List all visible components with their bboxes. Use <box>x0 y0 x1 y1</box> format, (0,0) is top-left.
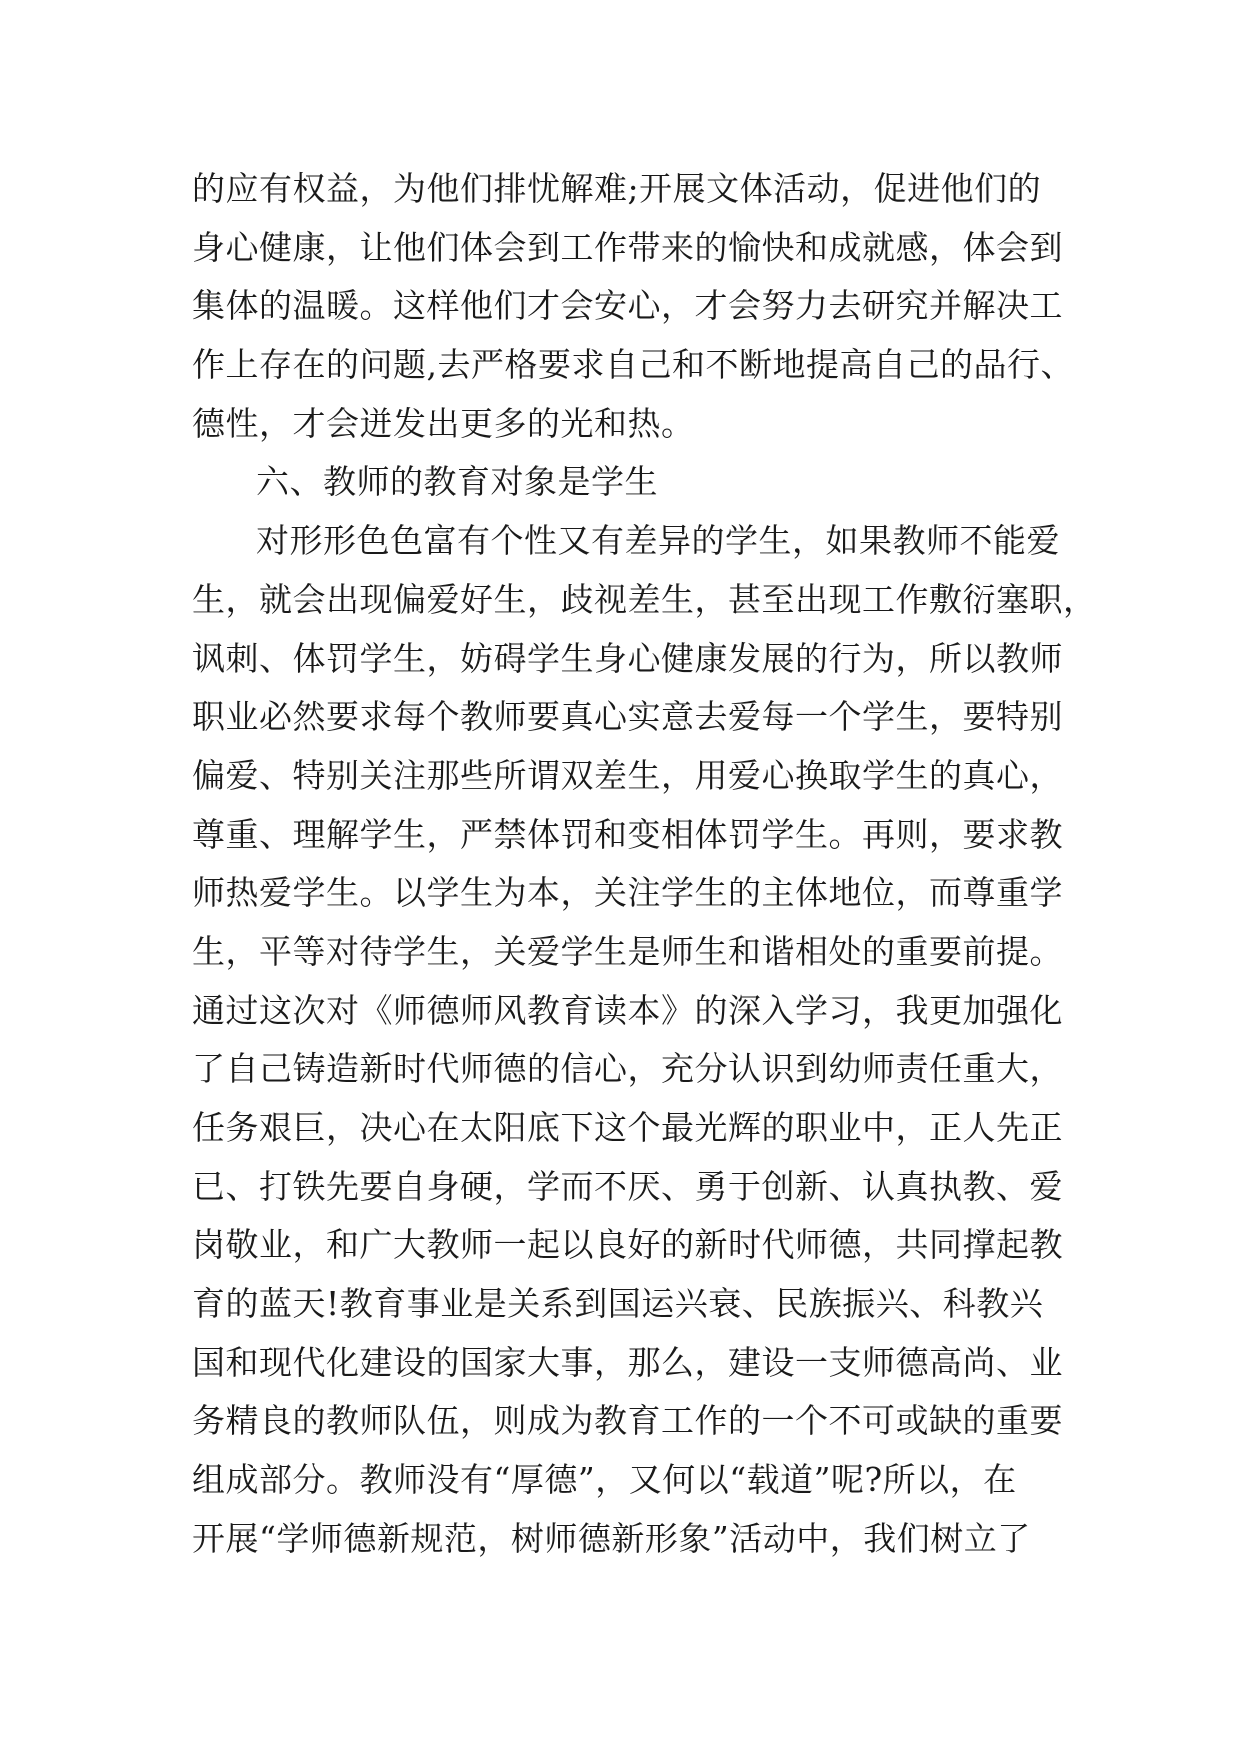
text-line: 身心健康，让他们体会到工作带来的愉快和成就感，体会到 <box>192 227 1063 267</box>
text-line: 生，平等对待学生，关爱学生是师生和谐相处的重要前提。 <box>192 931 1063 971</box>
text-line: 务精良的教师队伍，则成为教育工作的一个不可或缺的重要 <box>192 1401 1063 1441</box>
text-line: 国和现代化建设的国家大事，那么，建设一支师德高尚、业 <box>192 1342 1063 1382</box>
text-line: 的应有权益，为他们排忧解难;开展文体活动，促进他们的 <box>192 169 1042 208</box>
text-line: 职业必然要求每个教师要真心实意去爱每一个学生，要特别 <box>192 697 1063 737</box>
text-line: 集体的温暖。这样他们才会安心，才会努力去研究并解决工 <box>192 286 1063 326</box>
section-heading: 六、教师的教育对象是学生 <box>256 462 658 502</box>
text-line: 偏爱、特别关注那些所谓双差生，用爱心换取学生的真心， <box>192 755 1063 795</box>
text-line: 开展“学师德新规范，树师德新形象”活动中，我们树立了 <box>192 1518 1031 1558</box>
body-text <box>192 160 1097 1569</box>
text-line: 任务艰巨，决心在太阳底下这个最光辉的职业中，正人先正 <box>192 1108 1063 1147</box>
text-line: 通过这次对《师德师风教育读本》的深入学习，我更加强化 <box>192 990 1063 1030</box>
text-line: 生，就会出现偏爱好生，歧视差生，甚至出现工作敷衍塞职， <box>192 579 1097 619</box>
text-line: 已、打铁先要自身硬，学而不厌、勇于创新、认真执教、爱 <box>192 1166 1063 1206</box>
paragraph-start: 对形形色色富有个性又有差异的学生，如果教师不能爱 <box>256 521 1060 561</box>
text-line: 师热爱学生。以学生为本，关注学生的主体地位，而尊重学 <box>192 873 1063 913</box>
text-line: 了自己铸造新时代师德的信心，充分认识到幼师责任重大， <box>192 1049 1063 1089</box>
text-line: 德性，才会迸发出更多的光和热。 <box>192 403 695 443</box>
text-line: 尊重、理解学生，严禁体罚和变相体罚学生。再则，要求教 <box>192 814 1063 854</box>
text-line: 岗敬业，和广大教师一起以良好的新时代师德，共同撑起教 <box>192 1225 1063 1265</box>
text-line: 作上存在的问题,去严格要求自己和不断地提高自己的品行、 <box>192 345 1074 385</box>
text-line: 讽刺、体罚学生，妨碍学生身心健康发展的行为，所以教师 <box>192 638 1063 678</box>
text-line: 育的蓝天!教育事业是关系到国运兴衰、民族振兴、科教兴 <box>192 1284 1044 1324</box>
text-line: 组成部分。教师没有“厚德”，又何以“载道”呢?所以，在 <box>192 1460 1017 1500</box>
